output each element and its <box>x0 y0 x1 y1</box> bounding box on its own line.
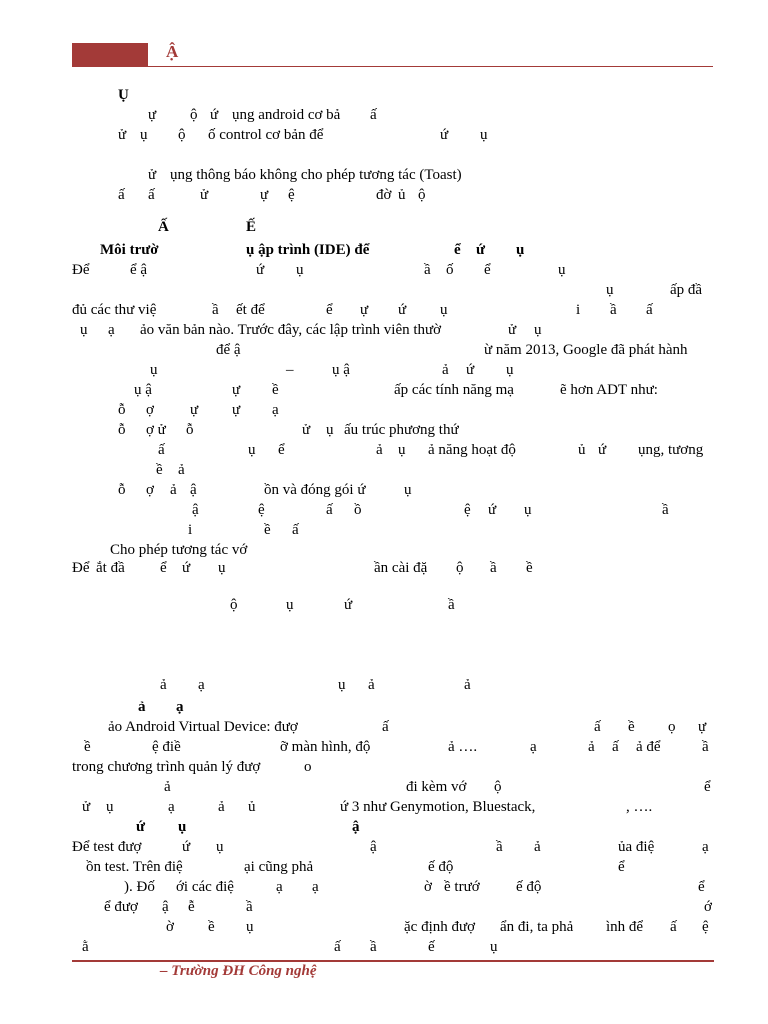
text-fragment: ể <box>278 442 285 458</box>
text-fragment: ụ <box>480 127 488 143</box>
text-line <box>0 360 768 380</box>
text-fragment: ể <box>618 859 625 875</box>
text-fragment: ệ điề <box>152 739 181 755</box>
text-line <box>0 737 768 757</box>
text-fragment: – <box>286 362 294 378</box>
text-fragment: ồn và đóng gói ứ <box>264 482 366 498</box>
text-line <box>0 125 768 145</box>
text-line <box>0 697 768 717</box>
text-fragment: ụng, tương <box>638 442 704 458</box>
text-line <box>0 300 768 320</box>
text-fragment: ả <box>178 462 185 478</box>
text-fragment: ộ <box>494 779 502 795</box>
text-line <box>0 217 768 237</box>
text-fragment: ụ <box>248 442 256 458</box>
text-fragment: đờ <box>376 187 392 203</box>
text-fragment: i <box>576 302 581 318</box>
text-fragment: ể <box>704 779 711 795</box>
text-fragment: ấ <box>118 187 125 203</box>
text-fragment: ễ <box>188 899 195 915</box>
text-fragment: ộ <box>178 127 186 143</box>
text-fragment: ụ <box>286 597 294 613</box>
text-fragment: ể <box>484 262 491 278</box>
text-fragment: ại cũng phả <box>244 859 314 875</box>
text-line <box>0 500 768 520</box>
text-fragment: ậ <box>190 482 197 498</box>
text-fragment: để ậ <box>216 342 241 358</box>
text-fragment: ảo Android Virtual Device: đượ <box>108 719 298 735</box>
text-fragment: ệ <box>464 502 471 518</box>
text-fragment: i <box>188 522 193 538</box>
text-fragment: ụ <box>398 442 406 458</box>
text-fragment: ứ <box>440 127 449 143</box>
text-fragment: ả <box>534 839 541 855</box>
text-fragment: ỗ <box>118 482 126 498</box>
text-fragment: ). Đố <box>124 879 155 895</box>
text-line <box>0 877 768 897</box>
text-line <box>0 717 768 737</box>
text-fragment: ồn test. Trên điệ <box>86 859 183 875</box>
text-fragment: Cho phép tương tác vớ <box>110 542 248 558</box>
text-fragment: ả <box>218 799 225 815</box>
text-fragment: ụ <box>296 262 304 278</box>
text-fragment: ể <box>160 560 167 576</box>
text-fragment: ự <box>148 107 157 123</box>
text-fragment: ạ <box>176 699 184 715</box>
text-fragment: ọ <box>668 719 676 735</box>
text-fragment: ề <box>628 719 635 735</box>
text-fragment: ả <box>160 677 167 693</box>
text-fragment: ồ <box>354 502 362 518</box>
text-fragment: ể đượ <box>104 899 138 915</box>
text-fragment: Ấ <box>158 219 169 235</box>
text-fragment: Môi trườ <box>100 242 159 258</box>
text-fragment: ề trướ <box>444 879 480 895</box>
text-line <box>0 558 768 578</box>
text-line <box>0 857 768 877</box>
text-fragment: ứ 3 như Genymotion, Bluestack, <box>340 799 536 815</box>
text-line <box>0 837 768 857</box>
text-fragment: ụ <box>534 322 542 338</box>
text-line <box>0 675 768 695</box>
text-fragment: ới các điệ <box>176 879 234 895</box>
text-fragment: ụ <box>516 242 525 258</box>
text-fragment: ự <box>190 402 199 418</box>
text-fragment: ứ <box>398 302 407 318</box>
text-line <box>0 85 768 105</box>
text-fragment: ết để <box>236 302 265 318</box>
text-fragment: ứ <box>476 242 486 258</box>
text-fragment: ầ <box>424 262 431 278</box>
text-fragment: ả <box>442 362 449 378</box>
text-fragment: ạ <box>530 739 537 755</box>
text-fragment: ả <box>170 482 177 498</box>
text-fragment: ần cài đặ <box>374 560 428 576</box>
text-fragment: ộ <box>418 187 426 203</box>
text-fragment: ủ <box>398 187 406 203</box>
text-fragment: ả …. <box>448 739 478 755</box>
text-fragment: ả <box>138 699 146 715</box>
text-fragment: ợ ử <box>146 422 166 438</box>
text-fragment: ỗ <box>186 422 194 438</box>
text-line <box>0 595 768 615</box>
text-fragment: ấ <box>292 522 299 538</box>
text-fragment: ẩn đi, ta phả <box>500 919 574 935</box>
text-fragment: ụ <box>440 302 448 318</box>
text-fragment: ứ <box>466 362 475 378</box>
text-fragment: Để test đượ <box>72 839 142 855</box>
text-fragment: ự <box>698 719 707 735</box>
text-fragment: ề <box>264 522 271 538</box>
text-fragment: ể <box>454 242 461 258</box>
text-fragment: ả để <box>636 739 661 755</box>
text-line <box>0 460 768 480</box>
text-fragment: ụ <box>106 799 114 815</box>
text-fragment: Ế <box>246 219 257 235</box>
text-fragment: ụ ậ <box>332 362 350 378</box>
text-fragment: ộ <box>456 560 464 576</box>
text-fragment: ầ <box>490 560 497 576</box>
text-fragment: ụng thông báo không cho phép tương tác (Toast) <box>170 167 462 183</box>
text-fragment: ớ <box>704 899 712 915</box>
text-fragment: ẽ hơn ADT như: <box>560 382 658 398</box>
text-fragment: ụ <box>218 560 226 576</box>
text-fragment: ấ <box>594 719 601 735</box>
text-line <box>0 380 768 400</box>
text-line <box>0 320 768 340</box>
text-fragment: ụ <box>216 839 224 855</box>
text-fragment: ắt đầ <box>96 560 125 576</box>
text-line <box>0 280 768 300</box>
text-fragment: o <box>304 759 312 775</box>
text-line <box>0 340 768 360</box>
text-fragment: ế <box>428 939 435 955</box>
text-fragment: ả năng hoạt độ <box>428 442 516 458</box>
text-fragment: Để <box>72 262 90 278</box>
text-line <box>0 897 768 917</box>
text-fragment: ấ <box>326 502 333 518</box>
text-fragment: ứ <box>344 597 353 613</box>
text-fragment: ầ <box>702 739 709 755</box>
text-fragment: , …. <box>626 799 653 815</box>
text-fragment: ạ <box>312 879 319 895</box>
text-fragment: ự <box>360 302 369 318</box>
text-fragment: ự <box>232 382 241 398</box>
text-fragment: ấ <box>646 302 653 318</box>
text-fragment: ề <box>272 382 279 398</box>
text-fragment: ụ <box>506 362 514 378</box>
text-fragment: ạ <box>168 799 175 815</box>
text-line <box>0 797 768 817</box>
text-fragment: ụ <box>140 127 148 143</box>
text-line <box>0 400 768 420</box>
footer-text: – Trường ĐH Công nghệ <box>160 963 317 979</box>
text-line <box>0 520 768 540</box>
text-fragment: ứ <box>210 107 219 123</box>
text-line <box>0 917 768 937</box>
text-fragment: ình để <box>606 919 644 935</box>
text-fragment: đủ các thư việ <box>72 302 157 318</box>
text-fragment: ệ <box>258 502 265 518</box>
text-fragment: ứ <box>136 819 146 835</box>
text-fragment: ấ <box>370 107 377 123</box>
text-line <box>0 240 768 260</box>
header-title: Ậ <box>166 42 179 61</box>
text-fragment: ụ <box>490 939 498 955</box>
text-fragment: ệ <box>288 187 295 203</box>
text-fragment: ử <box>508 322 517 338</box>
footer-rule <box>72 960 714 962</box>
text-fragment: ấ <box>158 442 165 458</box>
text-fragment: ủa điệ <box>618 839 655 855</box>
text-fragment: ả <box>376 442 383 458</box>
text-fragment: ấ <box>612 739 619 755</box>
text-line <box>0 260 768 280</box>
text-fragment: ụ ập trình (IDE) để <box>246 242 370 258</box>
text-fragment: ử <box>200 187 209 203</box>
text-fragment: ừ năm 2013, Google đã phát hành <box>484 342 688 358</box>
text-fragment: ấ <box>382 719 389 735</box>
text-fragment: ả <box>464 677 471 693</box>
text-fragment: ỡ màn hình, độ <box>280 739 371 755</box>
text-fragment: ộ <box>190 107 198 123</box>
text-fragment: ề <box>208 919 215 935</box>
text-fragment: ể ậ <box>130 262 148 278</box>
text-fragment: ậ <box>192 502 199 518</box>
text-fragment: ề <box>526 560 533 576</box>
text-fragment: ỗ <box>118 422 126 438</box>
text-fragment: ấp đầ <box>670 282 703 298</box>
text-line <box>0 420 768 440</box>
text-fragment: Ụ <box>118 87 129 103</box>
text-line <box>0 105 768 125</box>
text-fragment: ụ <box>404 482 412 498</box>
text-fragment: ằ <box>82 939 89 955</box>
text-line <box>0 817 768 837</box>
text-fragment: ề <box>84 739 91 755</box>
text-fragment: ầ <box>246 899 253 915</box>
text-fragment: ố control cơ bản để <box>208 127 324 143</box>
text-fragment: ầ <box>212 302 219 318</box>
text-fragment: ậ <box>370 839 377 855</box>
text-fragment: ả <box>164 779 171 795</box>
text-line <box>0 165 768 185</box>
text-line <box>0 480 768 500</box>
text-fragment: ử <box>118 127 127 143</box>
text-fragment: ạ <box>702 839 709 855</box>
text-fragment: ể <box>698 879 705 895</box>
text-fragment: ấp các tính năng mạ <box>394 382 514 398</box>
text-fragment: ầ <box>370 939 377 955</box>
text-fragment: ạ <box>108 322 115 338</box>
text-fragment: ộ <box>230 597 238 613</box>
text-fragment: ể <box>326 302 333 318</box>
text-fragment: ự <box>260 187 269 203</box>
text-fragment: ấu trúc phương thứ <box>344 422 459 438</box>
text-fragment: ử <box>302 422 311 438</box>
text-line <box>0 185 768 205</box>
text-fragment: ỗ <box>118 402 126 418</box>
text-fragment: ấ <box>148 187 155 203</box>
text-fragment: ụ <box>558 262 566 278</box>
text-line <box>0 777 768 797</box>
text-fragment: ụ <box>246 919 254 935</box>
text-fragment: ứ <box>488 502 497 518</box>
text-fragment: ề <box>156 462 163 478</box>
text-fragment: ự <box>232 402 241 418</box>
text-line <box>0 937 768 957</box>
text-fragment: ả <box>368 677 375 693</box>
text-fragment: ấ <box>334 939 341 955</box>
text-fragment: ạ <box>198 677 205 693</box>
text-fragment: ế độ <box>516 879 542 895</box>
text-fragment: ầ <box>662 502 669 518</box>
text-fragment: đi kèm vớ <box>406 779 467 795</box>
text-fragment: ụ <box>150 362 158 378</box>
text-fragment: ả <box>588 739 595 755</box>
text-fragment: ứ <box>256 262 265 278</box>
text-fragment: ệ <box>702 919 709 935</box>
text-fragment: ấ <box>670 919 677 935</box>
text-fragment: ầ <box>496 839 503 855</box>
text-line <box>0 540 768 560</box>
text-fragment: ạ <box>276 879 283 895</box>
text-fragment: ử <box>82 799 91 815</box>
text-fragment: ụng android cơ bả <box>232 107 341 123</box>
text-fragment: ủ <box>248 799 256 815</box>
text-fragment: ụ <box>178 819 187 835</box>
text-fragment: ợ <box>146 402 154 418</box>
text-fragment: ặc định đượ <box>404 919 476 935</box>
text-fragment: ế độ <box>428 859 454 875</box>
text-fragment: ờ <box>424 879 432 895</box>
text-fragment: ợ <box>146 482 154 498</box>
text-fragment: ờ <box>166 919 174 935</box>
text-fragment: ụ <box>338 677 346 693</box>
text-fragment: trong chương trình quản lý đượ <box>72 759 261 775</box>
text-fragment: ầ <box>448 597 455 613</box>
text-line <box>0 757 768 777</box>
text-fragment: ố <box>446 262 454 278</box>
text-fragment: ụ ậ <box>134 382 152 398</box>
text-fragment: ụ <box>606 282 614 298</box>
text-fragment: ụ <box>524 502 532 518</box>
text-fragment: ậ <box>352 819 360 835</box>
text-fragment: ậ <box>162 899 169 915</box>
text-fragment: ầ <box>610 302 617 318</box>
text-line <box>0 440 768 460</box>
text-fragment: ủ <box>578 442 586 458</box>
text-fragment: ụ <box>80 322 88 338</box>
text-fragment: ử <box>148 167 157 183</box>
text-fragment: ảo văn bản nào. Trước đây, các lập trình viên thườ <box>140 322 442 338</box>
text-fragment: Để <box>72 560 90 576</box>
text-fragment: ứ <box>182 560 191 576</box>
text-fragment: ứ <box>182 839 191 855</box>
text-fragment: ứ <box>598 442 607 458</box>
text-fragment: ụ <box>326 422 334 438</box>
text-fragment: ạ <box>272 402 279 418</box>
